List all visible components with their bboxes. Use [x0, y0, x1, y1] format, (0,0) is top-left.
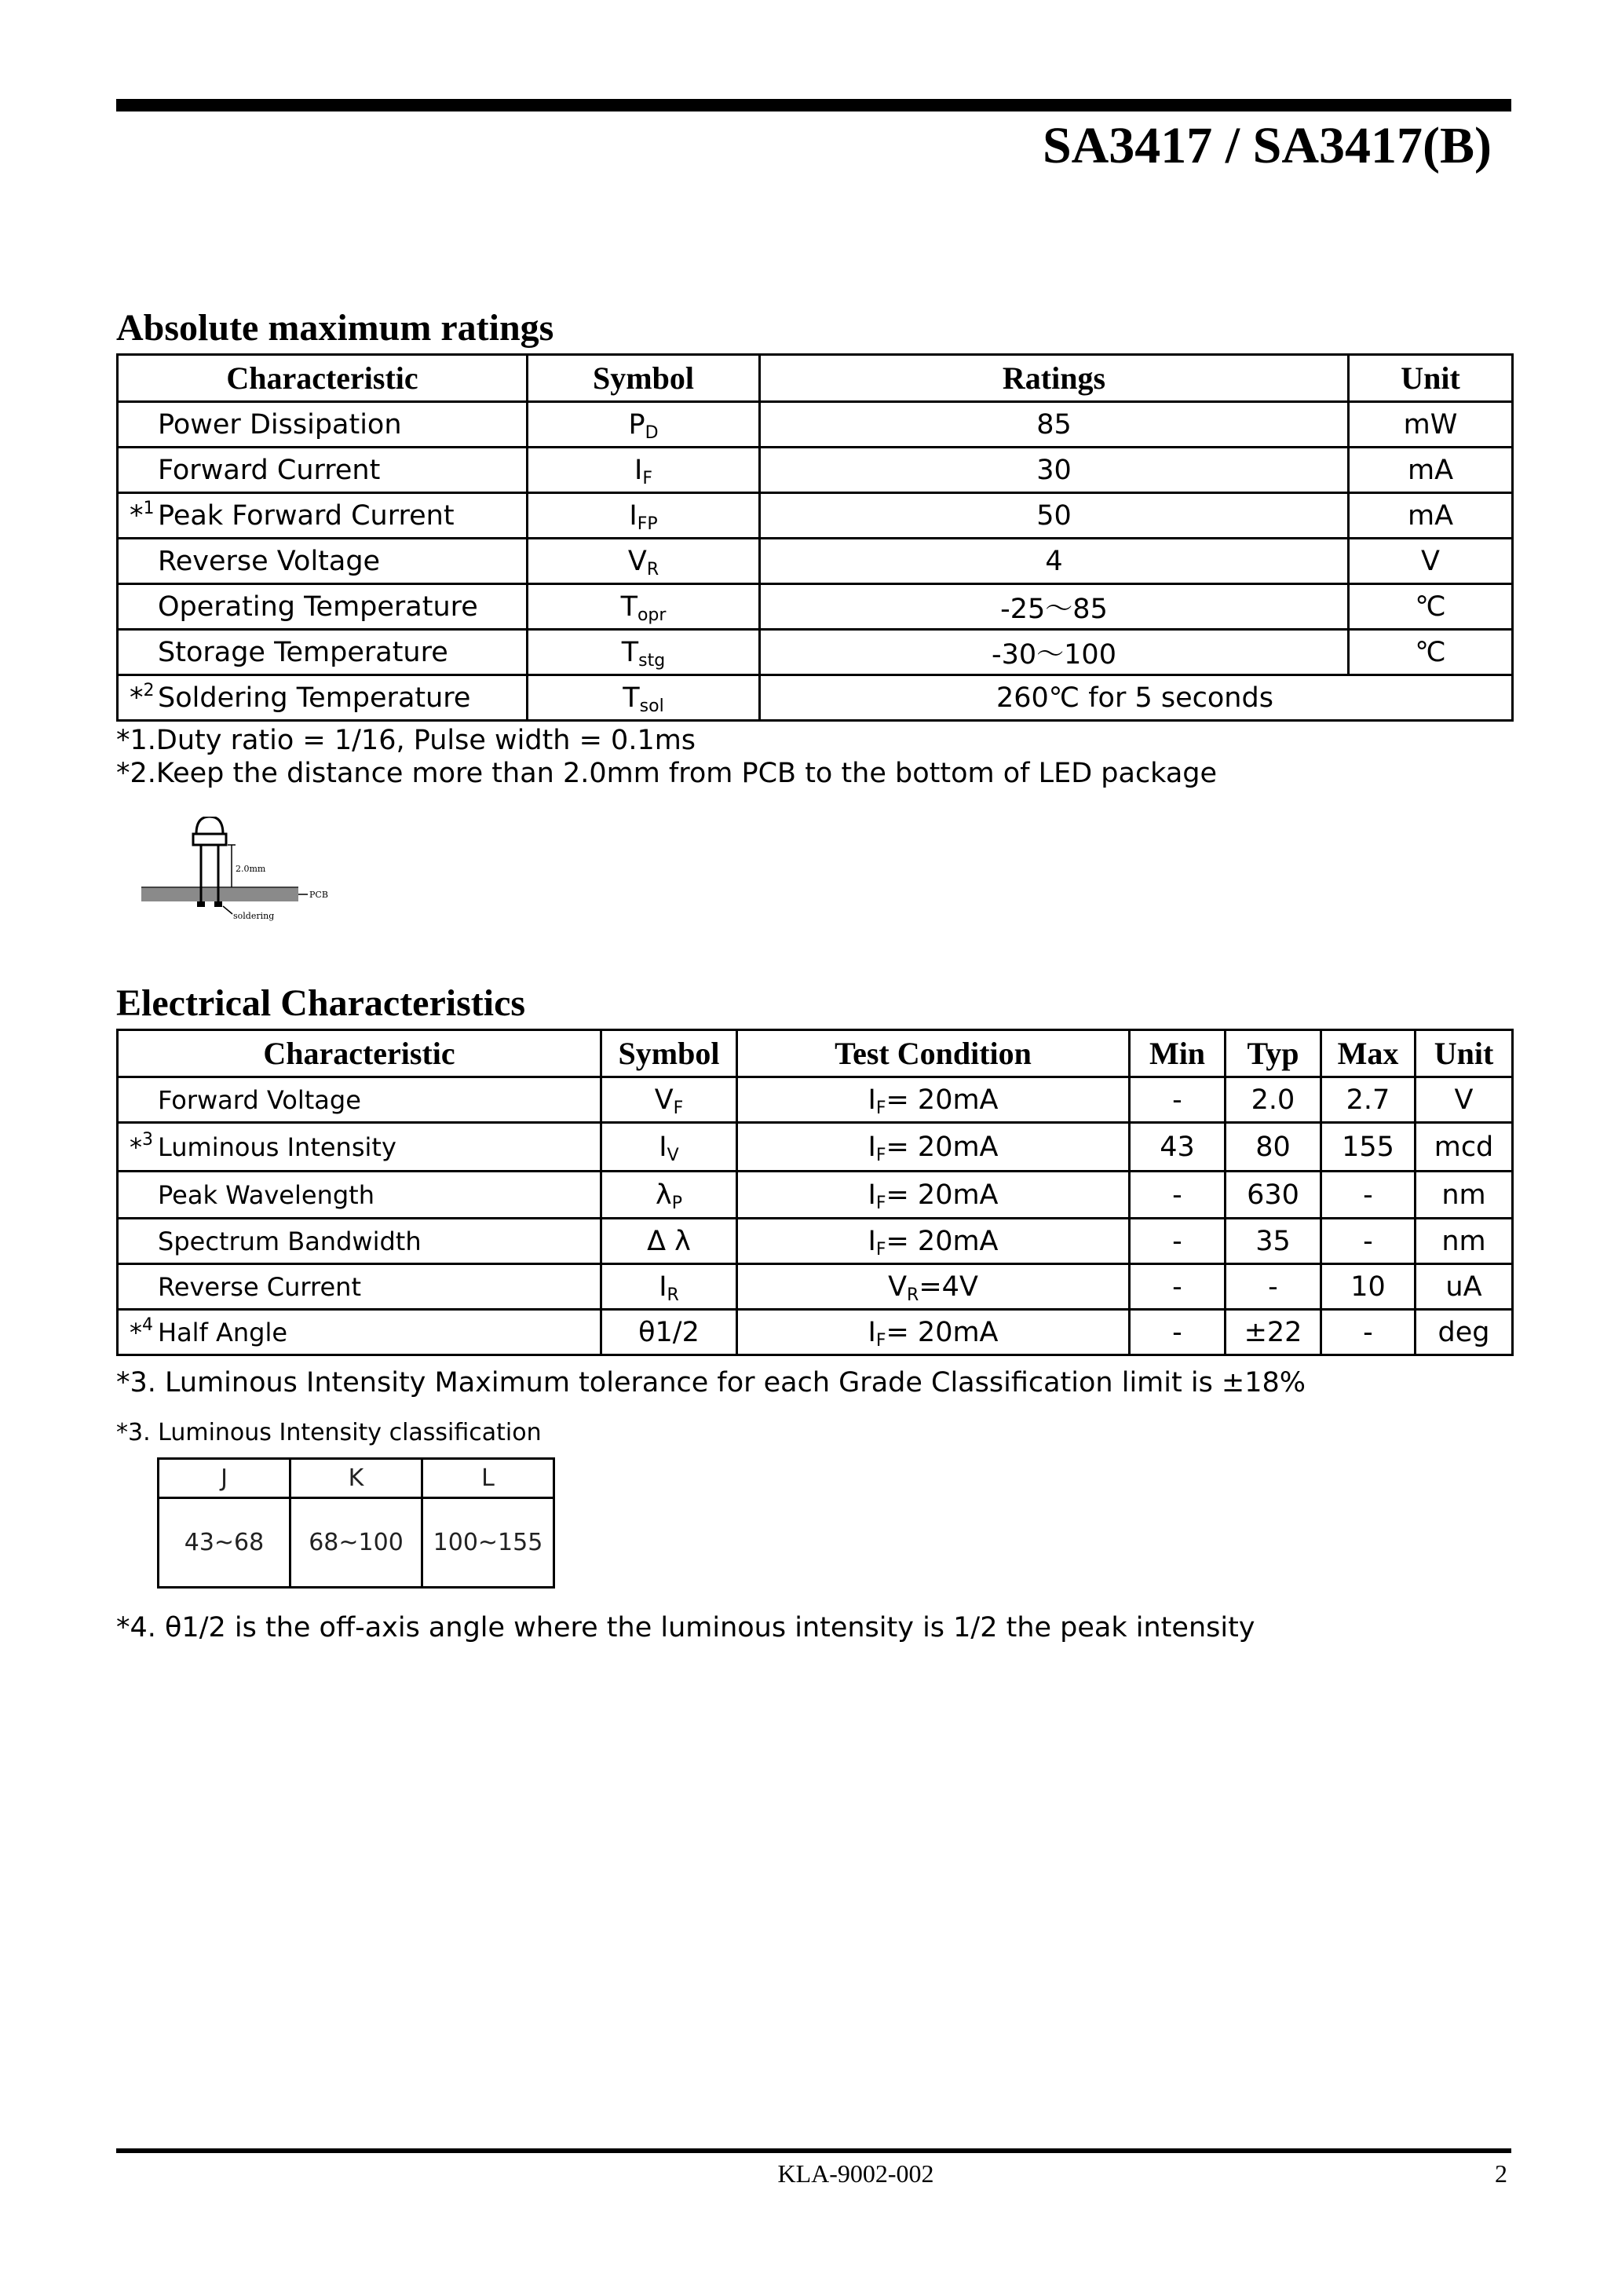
rating-cell: 50	[760, 493, 1349, 539]
symbol-cell: $T_{opr}$	[528, 584, 760, 630]
col-min: Min	[1130, 1030, 1226, 1077]
footnote-2: *2.Keep the distance more than 2.0mm from PCB to the bottom of LED package	[116, 758, 1218, 789]
min-cell: -	[1130, 1264, 1226, 1310]
col-test-condition: Test Condition	[737, 1030, 1130, 1077]
col-characteristic: Characteristic	[118, 1030, 601, 1077]
table-row	[118, 584, 1513, 630]
characteristic-cell: Forward Current	[118, 448, 528, 493]
footnote-4: *4. θ1/2 is the off-axis angle where the luminous intensity is 1/2 the peak intensity	[116, 1612, 1255, 1643]
table-row	[118, 539, 1513, 584]
min-cell: -	[1130, 1077, 1226, 1123]
grade-code: K	[290, 1459, 422, 1498]
typ-cell: ±22	[1226, 1310, 1321, 1355]
condition-cell: $V_R=4V$	[737, 1264, 1130, 1310]
typ-cell: 80	[1226, 1123, 1321, 1172]
table-row	[118, 630, 1513, 675]
grade-range: 100~155	[422, 1498, 554, 1588]
pcb-board	[141, 887, 298, 901]
symbol-cell: $V_R$	[528, 539, 760, 584]
characteristic-cell: *$^1$ Peak Forward Current	[118, 493, 528, 539]
condition-cell: $I_F= 20mA$	[737, 1172, 1130, 1219]
electrical-header-row	[118, 1030, 1513, 1077]
characteristic-cell: *$^3$ Luminous Intensity	[118, 1123, 601, 1172]
symbol-cell: $I_F$	[528, 448, 760, 493]
unit-cell: uA	[1416, 1264, 1513, 1310]
rating-cell: -25～85	[760, 584, 1349, 630]
footer-rule	[116, 2148, 1511, 2153]
condition-cell: $I_F= 20mA$	[737, 1219, 1130, 1264]
col-ratings: Ratings	[760, 355, 1349, 402]
min-cell: -	[1130, 1310, 1226, 1355]
max-cell: 10	[1321, 1264, 1416, 1310]
min-cell: 43	[1130, 1123, 1226, 1172]
symbol-cell: θ1/2	[601, 1310, 737, 1355]
document-code: KLA-9002-002	[777, 2159, 934, 2188]
condition-cell: $I_F= 20mA$	[737, 1123, 1130, 1172]
symbol-cell: $I_V$	[601, 1123, 737, 1172]
max-cell: -	[1321, 1219, 1416, 1264]
min-cell: -	[1130, 1172, 1226, 1219]
unit-cell: ℃	[1349, 584, 1513, 630]
unit-cell: nm	[1416, 1219, 1513, 1264]
symbol-cell: $I_{FP}$	[528, 493, 760, 539]
max-cell: -	[1321, 1310, 1416, 1355]
unit-cell: deg	[1416, 1310, 1513, 1355]
table-row	[118, 1264, 1513, 1310]
col-symbol: Symbol	[528, 355, 760, 402]
characteristic-cell: Operating Temperature	[118, 584, 528, 630]
col-unit: Unit	[1416, 1030, 1513, 1077]
grade-range-row	[159, 1498, 554, 1588]
unit-cell: mcd	[1416, 1123, 1513, 1172]
header-rule	[116, 99, 1511, 112]
footnote-1: *1.Duty ratio = 1/16, Pulse width = 0.1ms	[116, 725, 696, 756]
typ-cell: 2.0	[1226, 1077, 1321, 1123]
table-row	[118, 448, 1513, 493]
symbol-cell: $T_{sol}$	[528, 675, 760, 721]
rating-cell: 260℃ for 5 seconds	[760, 675, 1513, 721]
soldering-label: soldering	[233, 911, 275, 921]
symbol-cell: $I_R$	[601, 1264, 737, 1310]
characteristic-cell: Reverse Current	[118, 1264, 601, 1310]
max-cell: -	[1321, 1172, 1416, 1219]
solder-joint	[197, 901, 205, 907]
pcb-label: PCB	[309, 890, 328, 900]
symbol-cell: Δ λ	[601, 1219, 737, 1264]
col-unit: Unit	[1349, 355, 1513, 402]
solder-joint	[214, 901, 222, 907]
col-characteristic: Characteristic	[118, 355, 528, 402]
unit-cell: nm	[1416, 1172, 1513, 1219]
characteristic-cell: *$^2$ Soldering Temperature	[118, 675, 528, 721]
electrical-table	[116, 1029, 1514, 1356]
grade-code: J	[159, 1459, 290, 1498]
luminous-grade-table	[157, 1457, 555, 1589]
unit-cell: mA	[1349, 493, 1513, 539]
unit-cell: mA	[1349, 448, 1513, 493]
grade-range: 68~100	[290, 1498, 422, 1588]
grade-range: 43~68	[159, 1498, 290, 1588]
grade-code-row	[159, 1459, 554, 1498]
unit-cell: ℃	[1349, 630, 1513, 675]
table-row	[118, 1123, 1513, 1172]
unit-cell: V	[1349, 539, 1513, 584]
led-dome	[196, 817, 223, 834]
characteristic-cell: Peak Wavelength	[118, 1172, 601, 1219]
max-cell: 155	[1321, 1123, 1416, 1172]
abs-max-heading: Absolute maximum ratings	[116, 307, 554, 349]
page-number: 2	[1495, 2159, 1507, 2188]
electrical-heading: Electrical Characteristics	[116, 982, 526, 1024]
led-flange	[193, 834, 226, 845]
characteristic-cell: Power Dissipation	[118, 402, 528, 448]
col-max: Max	[1321, 1030, 1416, 1077]
characteristic-cell: Forward Voltage	[118, 1077, 601, 1123]
rating-cell: 30	[760, 448, 1349, 493]
table-row	[118, 1310, 1513, 1355]
document-title: SA3417 / SA3417(B)	[1042, 117, 1492, 174]
table-row	[118, 402, 1513, 448]
symbol-cell: $\lambda_P$	[601, 1172, 737, 1219]
table-row	[118, 493, 1513, 539]
condition-cell: $I_F= 20mA$	[737, 1310, 1130, 1355]
typ-cell: 630	[1226, 1172, 1321, 1219]
table-row	[118, 1077, 1513, 1123]
grade-code: L	[422, 1459, 554, 1498]
footnote-3-classification: *3. Luminous Intensity classification	[116, 1419, 542, 1446]
characteristic-cell: *$^4$ Half Angle	[118, 1310, 601, 1355]
typ-cell: 35	[1226, 1219, 1321, 1264]
col-typ: Typ	[1226, 1030, 1321, 1077]
rating-cell: -30～100	[760, 630, 1349, 675]
col-symbol: Symbol	[601, 1030, 737, 1077]
characteristic-cell: Spectrum Bandwidth	[118, 1219, 601, 1264]
abs-max-table	[116, 353, 1514, 722]
table-row	[118, 1172, 1513, 1219]
condition-cell: $I_F= 20mA$	[737, 1077, 1130, 1123]
table-row	[118, 675, 1513, 721]
characteristic-cell: Storage Temperature	[118, 630, 528, 675]
abs-max-header-row	[118, 355, 1513, 402]
rating-cell: 85	[760, 402, 1349, 448]
symbol-cell: $T_{stg}$	[528, 630, 760, 675]
rating-cell: 4	[760, 539, 1349, 584]
table-row	[118, 1219, 1513, 1264]
min-cell: -	[1130, 1219, 1226, 1264]
dimension-label: 2.0mm	[236, 864, 266, 874]
max-cell: 2.7	[1321, 1077, 1416, 1123]
footnote-3: *3. Luminous Intensity Maximum tolerance for each Grade Classification limit is ±18%	[116, 1367, 1306, 1398]
typ-cell: -	[1226, 1264, 1321, 1310]
led-mounting-diagram	[141, 817, 345, 927]
symbol-cell: $P_D$	[528, 402, 760, 448]
characteristic-cell: Reverse Voltage	[118, 539, 528, 584]
unit-cell: mW	[1349, 402, 1513, 448]
unit-cell: V	[1416, 1077, 1513, 1123]
symbol-cell: $V_F$	[601, 1077, 737, 1123]
